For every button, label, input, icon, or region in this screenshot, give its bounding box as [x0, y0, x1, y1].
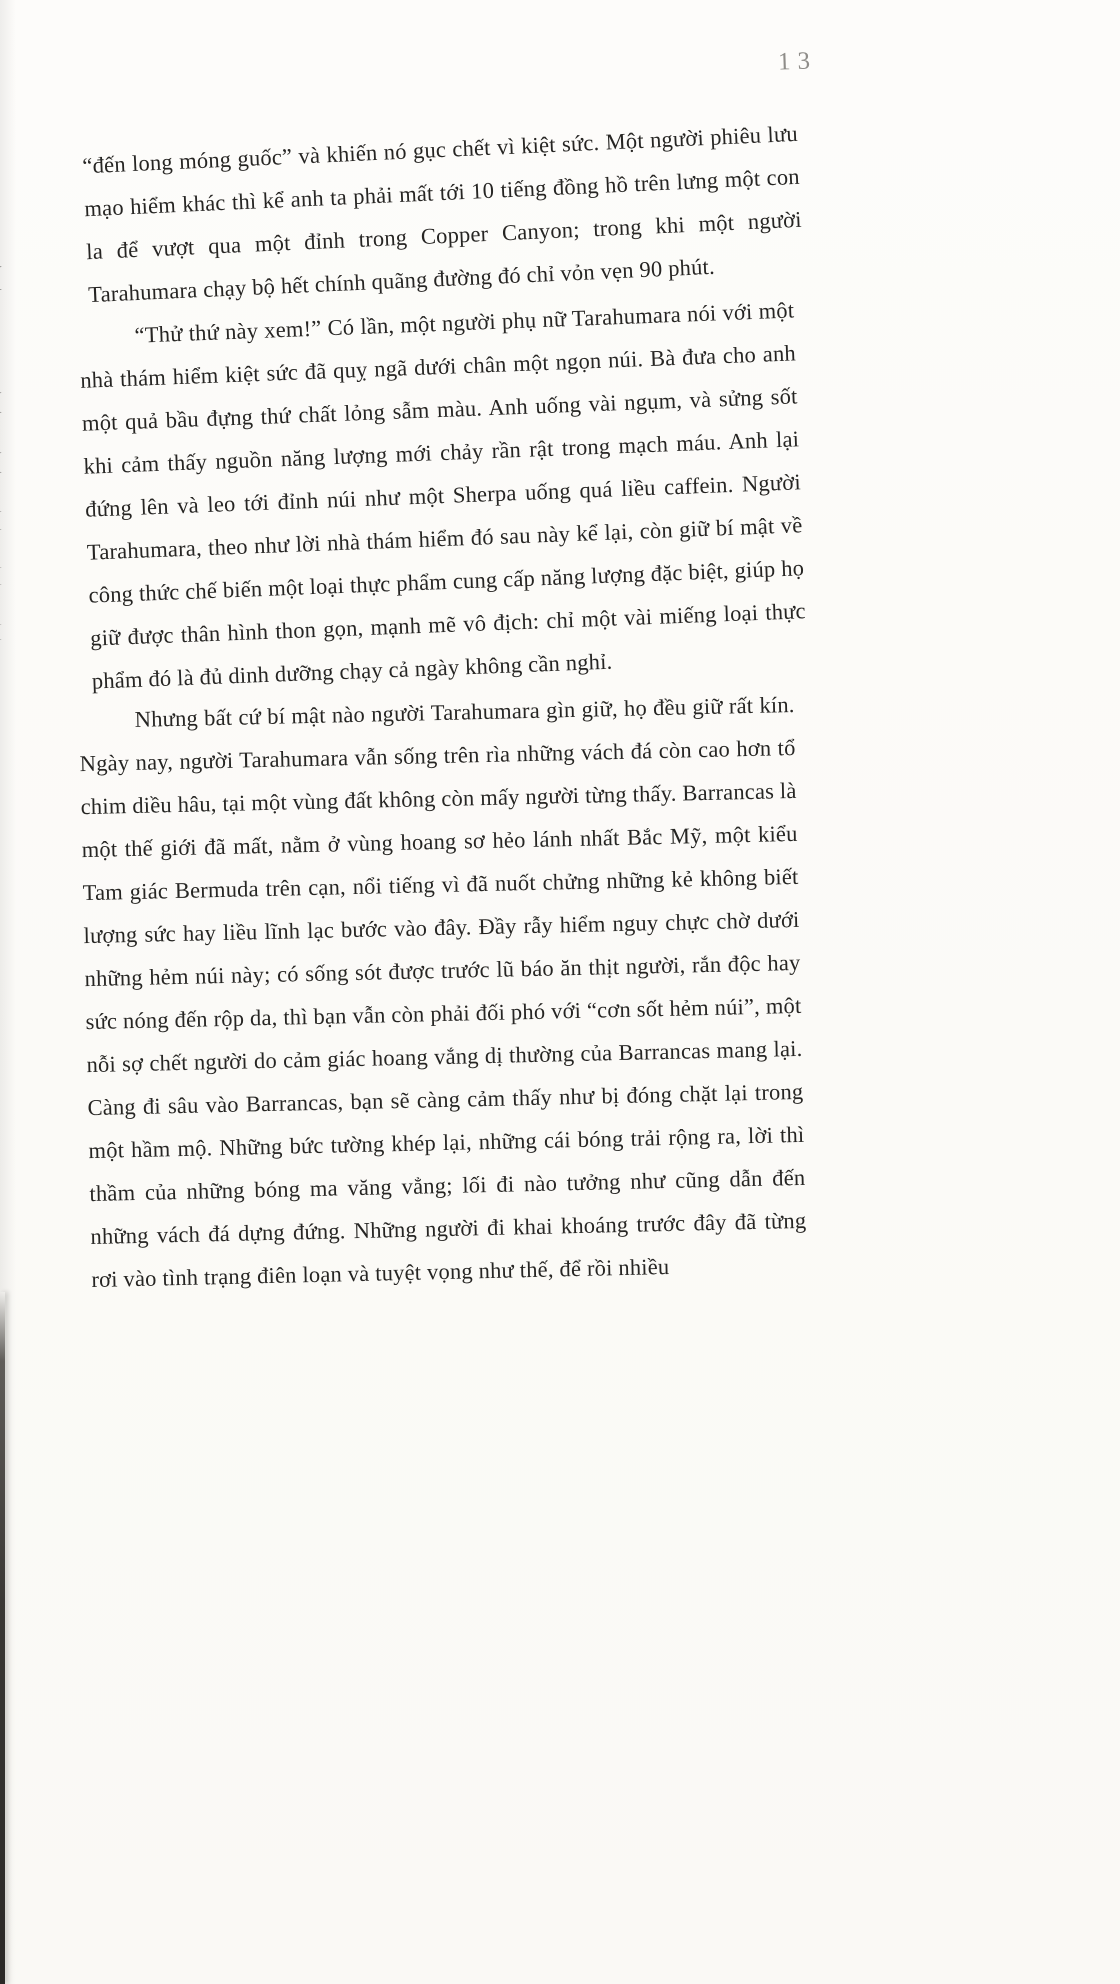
paragraph: “Thử thứ này xem!” Có lần, một người phụ nữ Tarahumara nói với một nhà thám hiểm kiệt sức đã quỵ ngã dưới chân một ngọn núi. Bà đưa cho anh một quả bầu đựng thứ chất lỏng sẫm màu. Anh uống vài ngụm, và sửng sốt khi cảm thấy nguồn năng lượng mới chảy rần rật trong mạch máu. Anh lại đứng lên và leo tới đỉnh núi như một Sherpa uống quá liều caffein. Người Tarahumara, theo như lời nhà thám hiểm đó sau này kể lại, còn giữ bí mật về công thức chế biến một loại thực phẩm cung cấp năng lượng đặc biệt, giúp họ giữ được thân hình thon gọn, mạnh mẽ vô địch: chỉ một vài miếng loại thực phẩm đó là đủ dinh dưỡng chạy cả ngày không cần nghỉ.: [79, 297, 807, 694]
binding-shadow: [0, 1292, 5, 1984]
scan-artifact: [0, 511, 9, 530]
scan-artifact: [0, 624, 9, 640]
scan-artifact: [0, 452, 9, 473]
body-text: [79, 120, 807, 1295]
paragraph: “đến long móng guốc” và khiến nó gục chết vì kiệt sức. Một người phiêu lưu mạo hiểm khác thì kể anh ta phải mất tới 10 tiếng đồng hồ trên lưng một con la để vượt qua một đỉnh trong Copper Canyon; trong khi một người Tarahumara chạy bộ hết chính quãng đường đó chỉ vỏn vẹn 90 phút.: [81, 120, 803, 308]
scan-artifact: [0, 392, 9, 413]
scan-artifact: [0, 567, 9, 585]
page-number: 13: [777, 47, 818, 76]
scan-artifact: [0, 266, 9, 290]
paragraph: Nhưng bất cứ bí mật nào người Tarahumara gìn giữ, họ đều giữ rất kín. Ngày nay, người Tarahumara vẫn sống trên rìa những vách đá còn cao hơn tổ chim diều hâu, tại một vùng đất không còn mấy người từng thấy. Barrancas là một thế giới đã mất, nằm ở vùng hoang sơ hẻo lánh nhất Bắc Mỹ, một kiểu Tam giác Bermuda trên cạn, nổi tiếng vì đã nuốt chửng những kẻ không biết lượng sức hay liều lĩnh lạc bước vào đây. Đầy rẫy hiểm nguy chực chờ dưới những hẻm núi này; có sống sót được trước lũ báo ăn thịt người, rắn độc hay sức nóng đến rộp da, thì bạn vẫn còn phải đối phó với “cơn sốt hẻm núi”, một nỗi sợ chết người do cảm giác hoang vắng dị thường của Barrancas mang lại. Càng đi sâu vào Barrancas, bạn sẽ càng cảm thấy như bị đóng chặt lại trong một hầm mộ. Những bức tường khép lại, những cái bóng trải rộng ra, lời thì thầm của những bóng ma văng vẳng; lối đi nào tưởng như cũng dẫn đến những vách đá dựng đứng. Những người đi khai khoáng trước đây đã từng rơi vào tình trạng điên loạn và tuyệt vọng như thế, để rồi nhiều: [79, 691, 807, 1293]
